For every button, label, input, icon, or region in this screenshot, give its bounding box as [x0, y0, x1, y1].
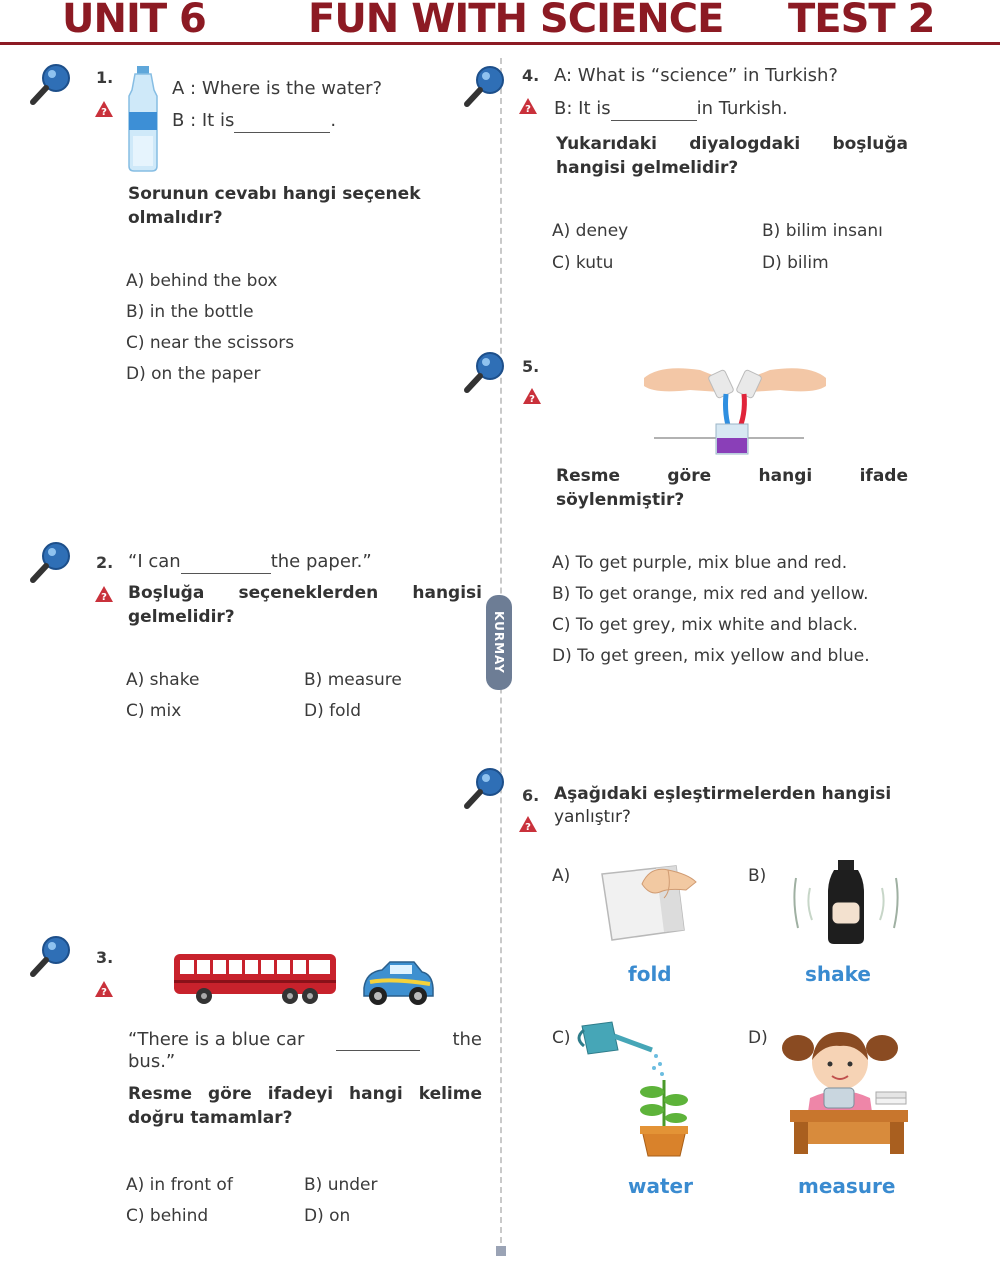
q2-option-d[interactable]: D) fold — [304, 701, 362, 721]
q6-option-b-letter[interactable]: B) — [748, 866, 767, 886]
warning-icon — [94, 585, 114, 603]
q2-option-c[interactable]: C) mix — [126, 701, 182, 721]
q4-prompt: Yukarıdaki diyalogdaki boşluğa hangisi gelmelidir? — [556, 134, 908, 178]
q3-prompt: Resme göre ifadeyi hangi kelime doğru tamamlar? — [128, 1084, 482, 1128]
q3-option-c[interactable]: C) behind — [126, 1206, 209, 1226]
q4-line-a: A: What is “science” in Turkish? — [554, 65, 838, 86]
answer-blank — [611, 98, 697, 121]
q2-statement: “I can the paper.” — [128, 551, 372, 572]
unit-label: UNIT 6 — [62, 0, 206, 42]
magnifier-icon — [462, 64, 508, 110]
q6-option-a-word: fold — [628, 962, 672, 986]
q1-option-a[interactable]: A) behind the box — [126, 271, 278, 291]
girl-measuring-image — [780, 1026, 910, 1156]
q6-prompt: Aşağıdaki eşleştirmelerden hangisi — [554, 784, 892, 804]
q2-option-a[interactable]: A) shake — [126, 670, 200, 690]
q5-option-b[interactable]: B) To get orange, mix red and yellow. — [552, 584, 869, 604]
q1-line-a: A : Where is the water? — [172, 78, 383, 99]
red-bus-image — [170, 950, 340, 1006]
color-mixing-image — [640, 360, 830, 464]
test-label: TEST 2 — [788, 0, 935, 42]
warning-icon — [518, 815, 538, 833]
q6-option-b-word: shake — [805, 962, 871, 986]
answer-blank — [234, 110, 330, 133]
q5-option-c[interactable]: C) To get grey, mix white and black. — [552, 615, 858, 635]
q4-option-d[interactable]: D) bilim — [762, 253, 829, 273]
q4-line-b: B: It is in Turkish. — [554, 98, 788, 119]
q3-option-a[interactable]: A) in front of — [126, 1175, 233, 1195]
q6-option-c-word: water — [628, 1174, 693, 1198]
question-5-number: 5. — [522, 357, 540, 376]
q2-prompt: Boşluğa seçeneklerden hangisi gelmelidir? — [128, 583, 482, 627]
shaking-bottle-image — [790, 858, 902, 946]
q1-option-d[interactable]: D) on the paper — [126, 364, 261, 384]
magnifier-icon — [28, 62, 74, 108]
q3-option-d[interactable]: D) on — [304, 1206, 351, 1226]
question-3-number: 3. — [96, 948, 114, 967]
divider-end-marker — [496, 1246, 506, 1256]
blue-car-image — [360, 958, 436, 1008]
magnifier-icon — [462, 766, 508, 812]
water-bottle-image — [124, 66, 162, 172]
q6-option-d-word: measure — [798, 1174, 896, 1198]
publisher-tab: KURMAY — [486, 595, 512, 690]
q4-option-a[interactable]: A) deney — [552, 221, 629, 241]
q5-option-a[interactable]: A) To get purple, mix blue and red. — [552, 553, 848, 573]
page-title: FUN WITH SCIENCE — [308, 0, 724, 42]
header-rule — [0, 42, 1000, 45]
q3-option-b[interactable]: B) under — [304, 1175, 378, 1195]
q4-option-c[interactable]: C) kutu — [552, 253, 614, 273]
q6-option-c-letter[interactable]: C) — [552, 1028, 571, 1048]
question-6-number: 6. — [522, 786, 540, 805]
q1-option-c[interactable]: C) near the scissors — [126, 333, 295, 353]
q1-option-b[interactable]: B) in the bottle — [126, 302, 254, 322]
q6-prompt-emphasis: yanlıştır? — [554, 807, 631, 827]
q2-option-b[interactable]: B) measure — [304, 670, 402, 690]
q6-option-a-letter[interactable]: A) — [552, 866, 571, 886]
q1-line-b: B : It is . — [172, 110, 337, 131]
magnifier-icon — [28, 540, 74, 586]
magnifier-icon — [462, 350, 508, 396]
magnifier-icon — [28, 934, 74, 980]
q6-option-d-letter[interactable]: D) — [748, 1028, 768, 1048]
answer-blank — [181, 551, 271, 574]
warning-icon — [518, 97, 538, 115]
answer-blank — [336, 1028, 420, 1051]
warning-icon — [94, 980, 114, 998]
watering-plant-image — [574, 1016, 694, 1160]
q5-option-d[interactable]: D) To get green, mix yellow and blue. — [552, 646, 870, 666]
q4-option-b[interactable]: B) bilim insanı — [762, 221, 883, 241]
warning-icon — [94, 100, 114, 118]
question-4-number: 4. — [522, 66, 540, 85]
question-1-number: 1. — [96, 68, 114, 87]
warning-icon — [522, 387, 542, 405]
q1-prompt: Sorunun cevabı hangi seçenek olmalıdır? — [128, 184, 421, 228]
q3-statement: “There is a blue car the bus.” — [128, 1029, 482, 1072]
question-2-number: 2. — [96, 553, 114, 572]
q5-prompt: Resme göre hangi ifade söylenmiştir? — [556, 466, 908, 510]
folding-paper-image — [598, 860, 702, 944]
